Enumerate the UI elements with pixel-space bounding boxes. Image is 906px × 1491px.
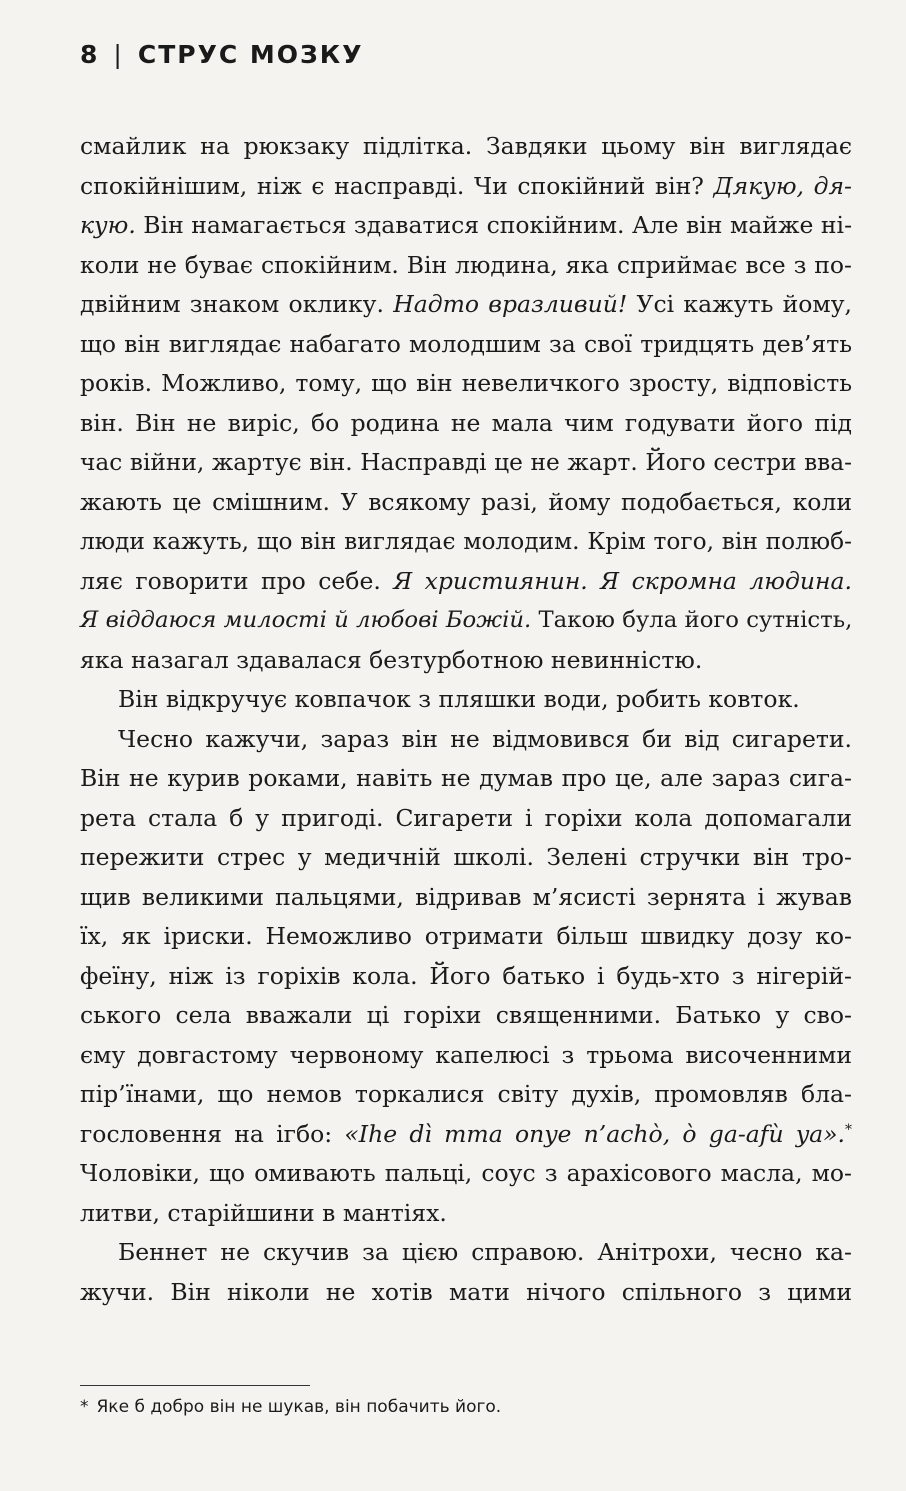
italic-text: Дякую, дя- [713,171,852,200]
text-segment: коли не буває спокійним. Він людина, яка сприймає все з по- [80,250,852,279]
text-segment: Він не курив роками, навіть не думав про це, але зараз сига- [80,764,852,792]
text-line [80,1075,852,1115]
text-line [80,1233,852,1273]
text-line [80,285,852,325]
italic-text: кую. [80,211,136,239]
text-segment: що він виглядає набагато молодшим за свої тридцять дев’ять [80,329,852,358]
text-line [80,759,852,799]
text-segment: литви, старійшини в мантіях. [80,1198,447,1227]
text-segment: Беннет не скучив за цією справою. Анітрохи, чесно ка- [118,1238,852,1266]
footnote-divider [80,1385,310,1386]
text-segment: пір’їнами, що немов торкалися світу духів, промовляв бла- [80,1080,852,1108]
italic-text: Я віддаюся милості й любові Божій. [80,607,532,633]
text-segment: Він відкручує ковпачок з пляшки води, робить ковток. [118,685,800,713]
text-segment: Чесно кажучи, зараз він не відмовився би від сигарети. [118,724,852,753]
text-line [80,878,852,918]
italic-text: Надто вразливий! [393,290,628,318]
text-segment: Усі кажуть йому, [627,290,852,318]
text-line [80,1273,852,1313]
text-segment: спокійнішим, ніж є насправді. Чи спокійний він? [80,171,714,200]
text-segment: ського села вважали ці горіхи священними. Батько у сво- [80,1001,852,1029]
text-segment: пережити стрес у медичній школі. Зелені стручки він тро- [80,843,852,871]
text-segment: ляє говорити про себе. [80,566,394,595]
text-segment: яка назагал здавалася безтурботною невинністю. [80,645,703,674]
text-segment: Він намагається здаватися спокійним. Але він майже ні- [135,211,853,239]
text-line [80,443,852,483]
text-line [80,1036,852,1076]
running-header [80,40,364,69]
page-number: 8 [80,40,100,69]
text-line [80,601,852,641]
text-line [80,325,852,365]
text-segment: єму довгастому червоному капелюсі з трьома височенними [80,1040,852,1069]
italic-text: Я християнин. Я скромна людина. [393,566,852,595]
text-line [80,680,852,720]
body-text [80,127,852,1312]
text-line [80,720,852,760]
text-segment: він. Він не виріс, бо родина не мала чим годувати його під [80,408,852,437]
text-segment: гословення на ігбо: [80,1119,345,1148]
text-line [80,404,852,444]
footnote-mark: * [80,1397,89,1417]
text-line [80,917,852,957]
text-segment: Чоловіки, що омивають пальці, соус з арахісового масла, мо- [80,1159,852,1187]
text-segment: феїну, ніж із горіхів кола. Його батько і будь-хто з нігерій- [80,961,852,990]
text-line [80,364,852,404]
text-line [80,957,852,997]
text-line [80,246,852,286]
text-line [80,522,852,562]
text-line [80,1154,852,1194]
text-line [80,483,852,523]
text-line [80,1115,852,1155]
text-line [80,799,852,839]
italic-text: «Ihe dì mma onye n’achò, ò ga-afù ya». [344,1119,845,1148]
text-segment: Такою була його сутність, [531,607,853,633]
text-line [80,996,852,1036]
text-line [80,562,852,602]
text-line [80,641,852,681]
text-segment: жучи. Він ніколи не хотів мати нічого спільного з цими [80,1277,852,1306]
text-segment: жають це смішним. У всякому разі, йому подобається, коли [80,487,852,516]
text-segment: смайлик на рюкзаку підлітка. Завдяки цьому він виглядає [80,132,852,160]
text-line [80,838,852,878]
footnote-reference: * [845,1121,852,1138]
text-segment: їх, як іриски. Неможливо отримати більш швидку дозу ко- [80,922,852,950]
text-segment: щив великими пальцями, відривав м’ясисті зернята і жував [80,882,852,911]
text-segment: двійним знаком оклику. [80,290,394,318]
text-line [80,206,852,246]
footnote [80,1395,501,1419]
footnote-text: Яке б добро він не шукав, він побачить його. [96,1397,502,1417]
text-line [80,127,852,167]
text-segment: років. Можливо, тому, що він невеличкого зросту, відповість [80,369,852,397]
header-separator: | [113,40,124,69]
text-line [80,1194,852,1234]
text-line [80,167,852,207]
text-segment: час війни, жартує він. Насправді це не жарт. Його сестри вва- [80,449,852,476]
book-title: СТРУС МОЗКУ [137,40,364,69]
text-segment: люди кажуть, що він виглядає молодим. Крім того, він полюб- [80,528,852,555]
text-segment: рета стала б у пригоді. Сигарети і горіхи кола допомагали [80,803,852,832]
